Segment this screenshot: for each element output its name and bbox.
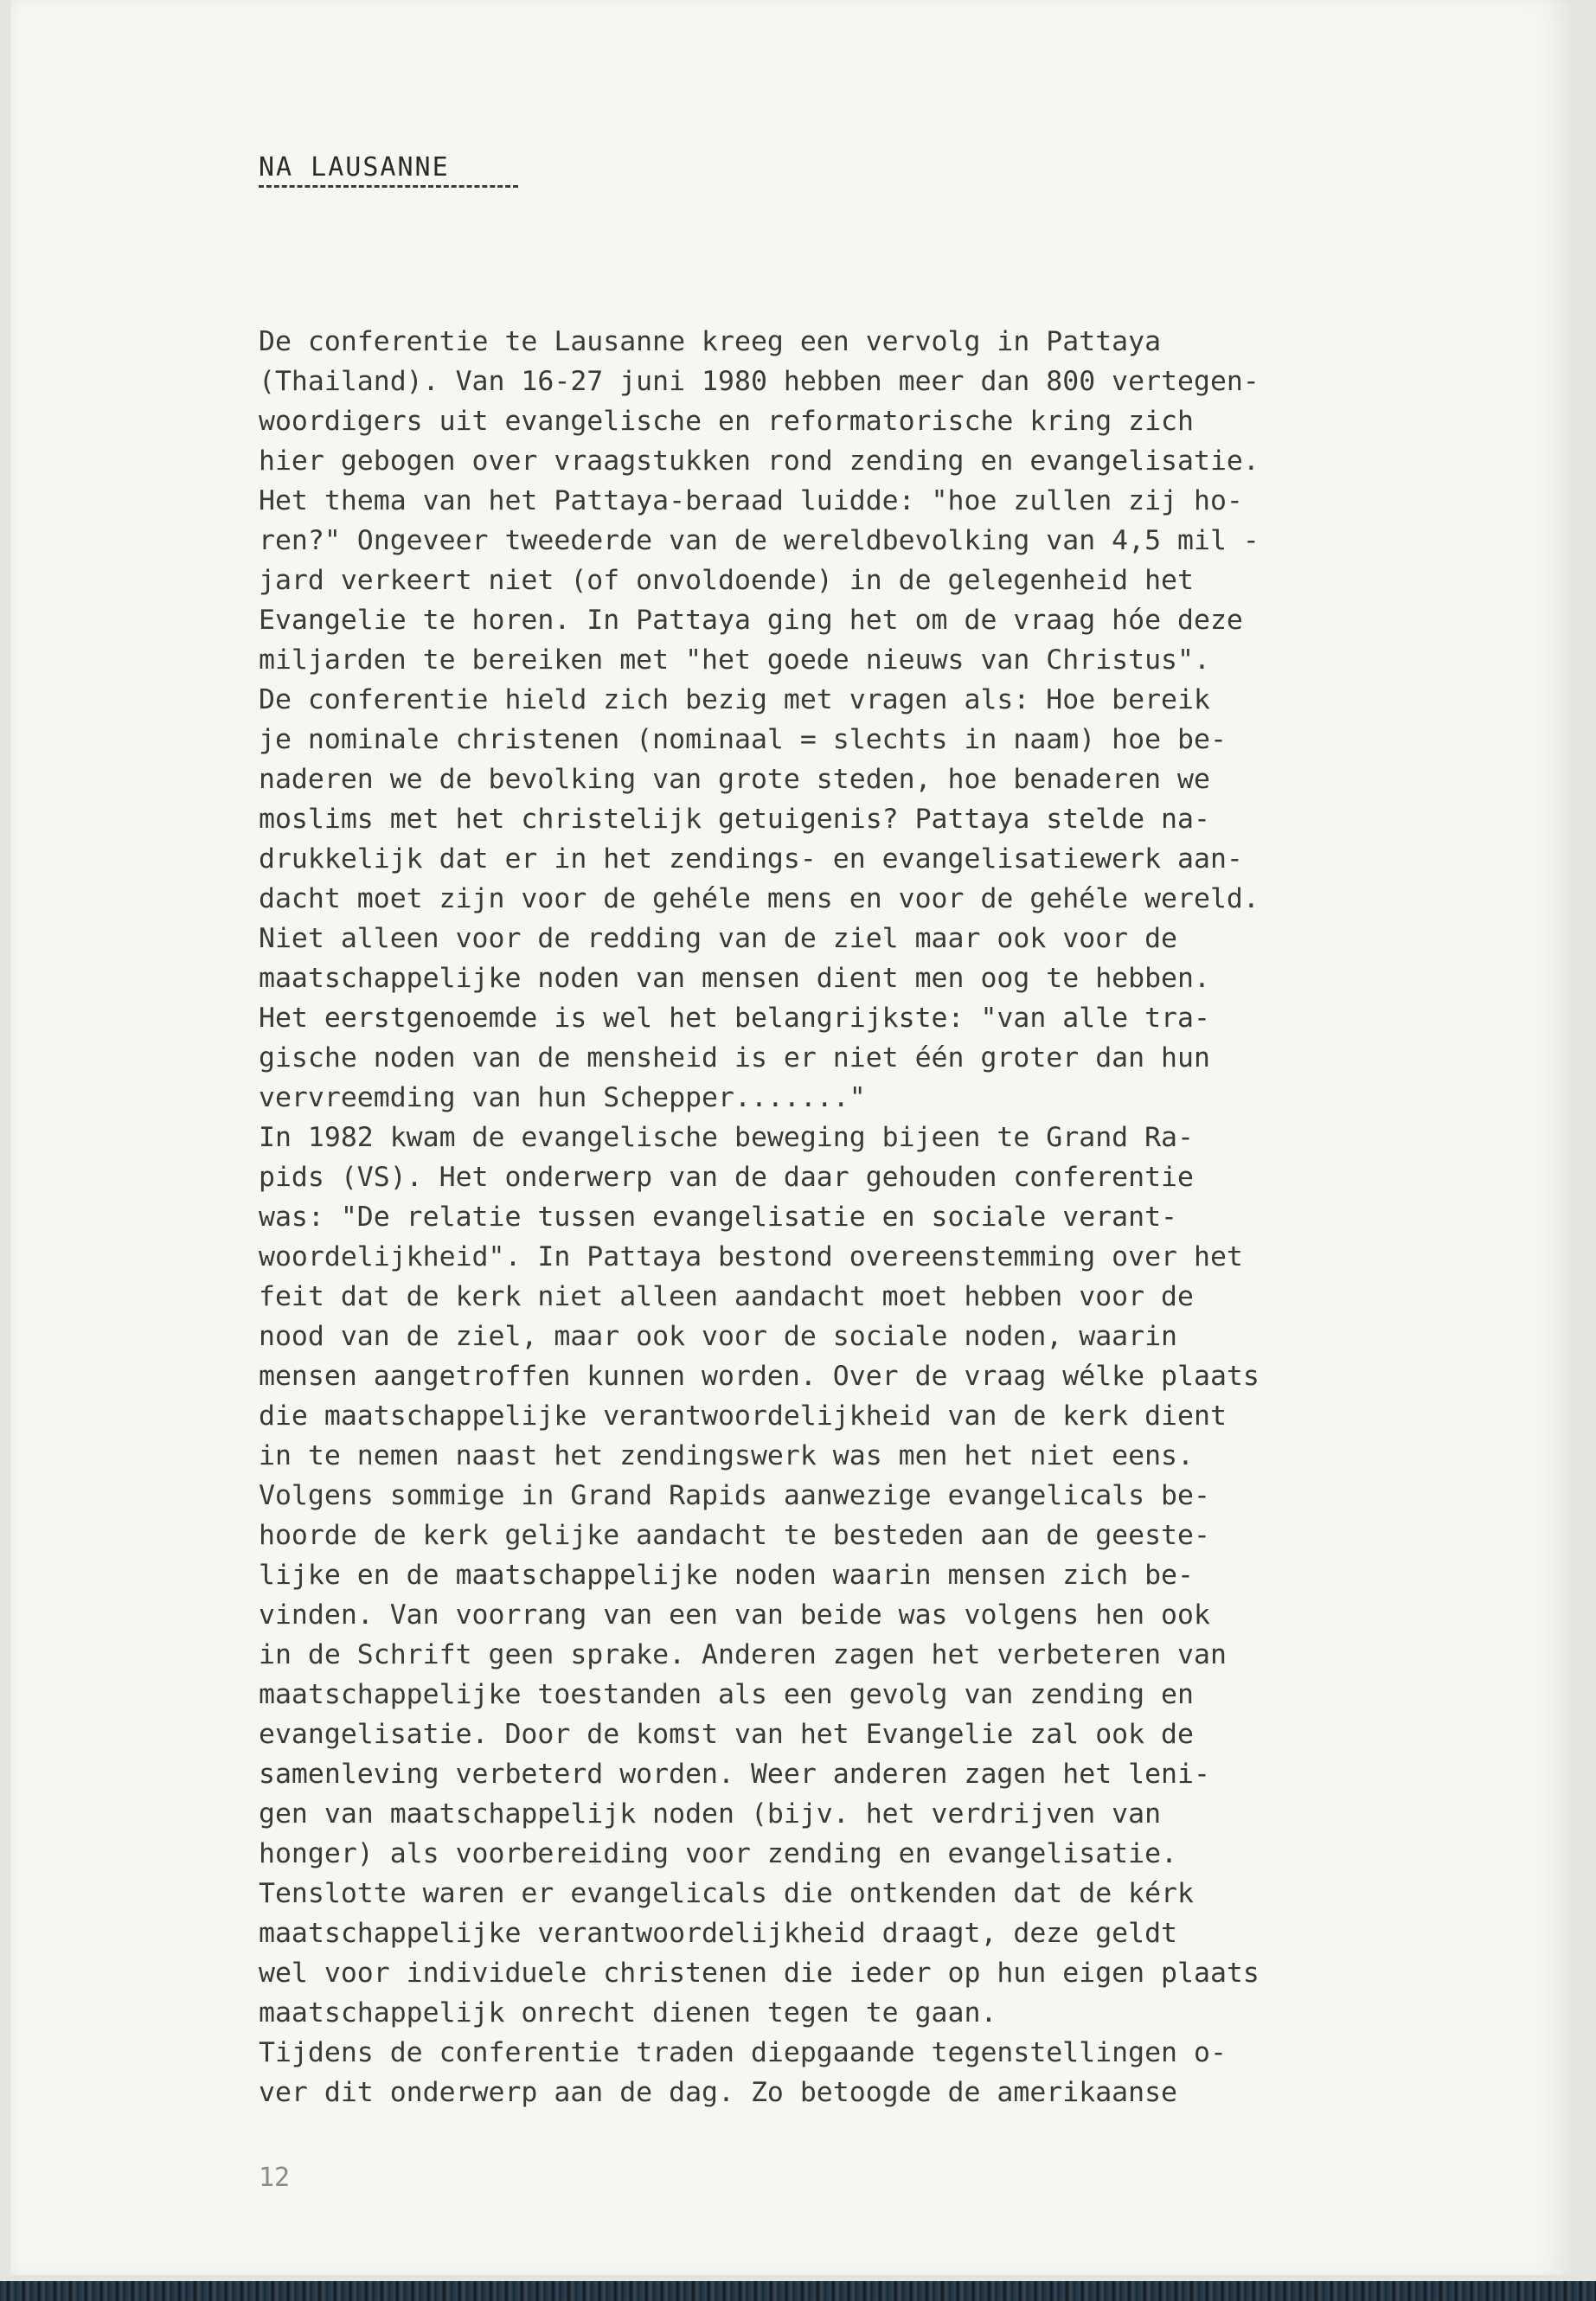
text-line: evangelisatie. Door de komst van het Evangelie zal ook de bbox=[259, 1719, 1194, 1750]
text-line: De conferentie te Lausanne kreeg een vervolg in Pattaya bbox=[259, 326, 1162, 357]
text-line: feit dat de kerk niet alleen aandacht moet hebben voor de bbox=[259, 1281, 1194, 1312]
text-line: naderen we de bevolking van grote steden, hoe benaderen we bbox=[259, 764, 1210, 795]
text-line: vervreemding van hun Schepper......." bbox=[259, 1082, 866, 1113]
text-line: In 1982 kwam de evangelische beweging bijeen te Grand Ra- bbox=[259, 1122, 1194, 1153]
text-line: hoorde de kerk gelijke aandacht te besteden aan de geeste- bbox=[259, 1520, 1210, 1551]
text-line: vinden. Van voorrang van een van beide was volgens hen ook bbox=[259, 1599, 1210, 1631]
text-line: gische noden van de mensheid is er niet één groter dan hun bbox=[259, 1042, 1210, 1074]
text-line: mensen aangetroffen kunnen worden. Over de vraag wélke plaats bbox=[259, 1361, 1259, 1392]
text-line: Tenslotte waren er evangelicals die ontkenden dat de kérk bbox=[259, 1878, 1194, 1909]
text-line: jard verkeert niet (of onvoldoende) in de gelegenheid het bbox=[259, 565, 1194, 596]
text-line: woordelijkheid". In Pattaya bestond overeenstemming over het bbox=[259, 1241, 1243, 1272]
text-line: miljarden te bereiken met "het goede nieuws van Christus". bbox=[259, 644, 1210, 676]
text-line: lijke en de maatschappelijke noden waarin mensen zich be- bbox=[259, 1560, 1194, 1591]
section-heading: NA LAUSANNE bbox=[259, 152, 450, 183]
text-line: moslims met het christelijk getuigenis? Pattaya stelde na- bbox=[259, 804, 1210, 835]
text-line: nood van de ziel, maar ook voor de sociale noden, waarin bbox=[259, 1321, 1178, 1352]
text-line: maatschappelijke verantwoordelijkheid draagt, deze geldt bbox=[259, 1918, 1178, 1949]
text-line: ren?" Ongeveer tweederde van de wereldbevolking van 4,5 mil - bbox=[259, 525, 1259, 556]
text-line: (Thailand). Van 16-27 juni 1980 hebben meer dan 800 vertegen- bbox=[259, 366, 1259, 397]
text-line: wel voor individuele christenen die ieder op hun eigen plaats bbox=[259, 1958, 1259, 1989]
text-line: ver dit onderwerp aan de dag. Zo betoogde de amerikaanse bbox=[259, 2077, 1178, 2108]
text-line: Tijdens de conferentie traden diepgaande tegenstellingen o- bbox=[259, 2037, 1227, 2068]
text-line: hier gebogen over vraagstukken rond zending en evangelisatie. bbox=[259, 445, 1259, 477]
text-line: maatschappelijke toestanden als een gevolg van zending en bbox=[259, 1679, 1194, 1710]
text-line: maatschappelijk onrecht dienen tegen te gaan. bbox=[259, 1997, 997, 2029]
text-line: gen van maatschappelijk noden (bijv. het verdrijven van bbox=[259, 1798, 1162, 1830]
text-line: in te nemen naast het zendingswerk was men het niet eens. bbox=[259, 1440, 1194, 1471]
body-text bbox=[259, 322, 1504, 2112]
text-line: Niet alleen voor de redding van de ziel maar ook voor de bbox=[259, 923, 1178, 954]
heading-underline bbox=[259, 185, 518, 188]
text-line: samenleving verbeterd worden. Weer anderen zagen het leni- bbox=[259, 1759, 1210, 1790]
text-line: drukkelijk dat er in het zendings- en evangelisatiewerk aan- bbox=[259, 843, 1243, 875]
page-number: 12 bbox=[259, 2163, 291, 2193]
text-line: was: "De relatie tussen evangelisatie en sociale verant- bbox=[259, 1202, 1178, 1233]
text-line: dacht moet zijn voor de gehéle mens en voor de gehéle wereld. bbox=[259, 883, 1259, 914]
text-line: je nominale christenen (nominaal = slechts in naam) hoe be- bbox=[259, 724, 1227, 755]
text-line: Evangelie te horen. In Pattaya ging het om de vraag hóe deze bbox=[259, 605, 1243, 636]
text-line: Het eerstgenoemde is wel het belangrijkste: "van alle tra- bbox=[259, 1003, 1210, 1034]
scan-edge-band bbox=[0, 2281, 1596, 2301]
text-line: pids (VS). Het onderwerp van de daar gehouden conferentie bbox=[259, 1162, 1194, 1193]
text-line: Volgens sommige in Grand Rapids aanwezige evangelicals be- bbox=[259, 1480, 1210, 1511]
text-line: in de Schrift geen sprake. Anderen zagen het verbeteren van bbox=[259, 1639, 1227, 1670]
document-page bbox=[10, 0, 1572, 2275]
text-line: Het thema van het Pattaya-beraad luidde: "hoe zullen zij ho- bbox=[259, 485, 1243, 516]
text-line: De conferentie hield zich bezig met vragen als: Hoe bereik bbox=[259, 684, 1210, 715]
text-line: maatschappelijke noden van mensen dient men oog te hebben. bbox=[259, 963, 1210, 994]
text-line: woordigers uit evangelische en reformatorische kring zich bbox=[259, 406, 1194, 437]
text-line: honger) als voorbereiding voor zending en evangelisatie. bbox=[259, 1838, 1178, 1869]
text-line: die maatschappelijke verantwoordelijkheid van de kerk dient bbox=[259, 1400, 1227, 1432]
